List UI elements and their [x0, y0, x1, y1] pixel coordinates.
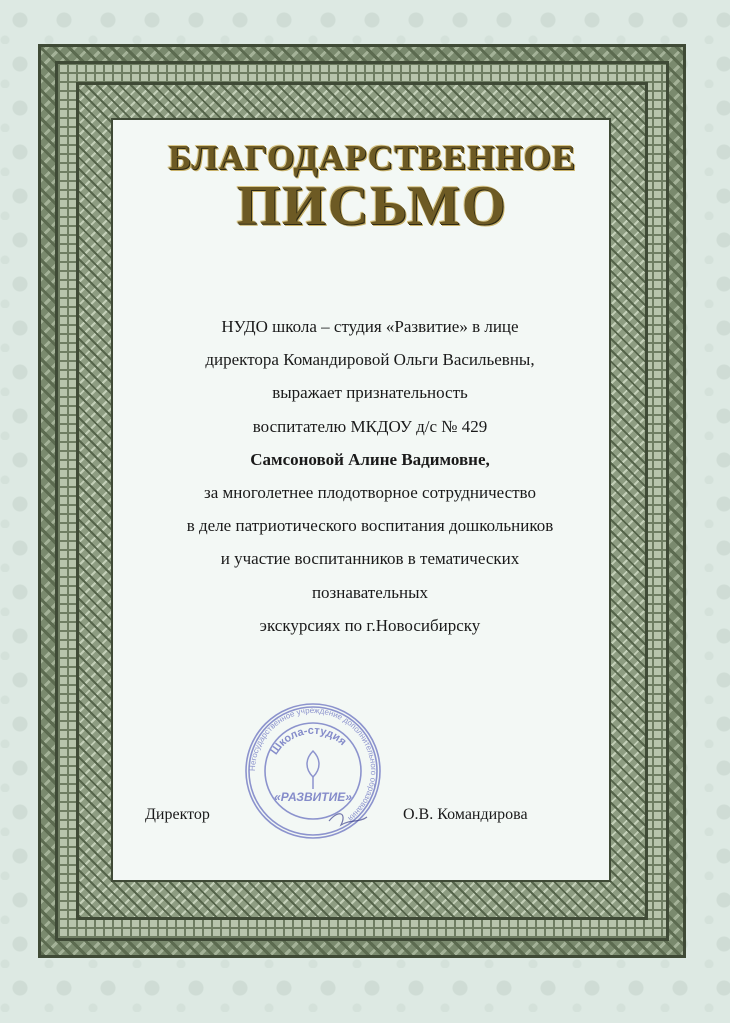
letter-body: [130, 310, 610, 642]
seal-inner-text: Школа-студия: [268, 724, 349, 758]
title-line-1: БЛАГОДАРСТВЕННОЕ: [168, 138, 576, 177]
recipient-name: Самсоновой Алине Вадимовне,: [250, 449, 490, 469]
body-line: воспитателю МКДОУ д/с № 429: [252, 416, 488, 436]
body-line: за многолетнее плодотворное сотрудничество: [204, 483, 536, 503]
body-line: экскурсиях по г.Новосибирску: [259, 615, 481, 635]
seal-ring-text: Негосударственное учреждение дополнительного образования: [247, 705, 379, 824]
body-line: и участие воспитанников в тематических: [220, 549, 520, 569]
signatory-role: Директор: [145, 806, 210, 823]
body-line: НУДО школа – студия «Развитие» в лице: [221, 317, 519, 336]
body-line: директора Командировой Ольги Васильевны,: [205, 350, 535, 370]
title-line-2: ПИСЬМО: [236, 175, 508, 237]
seal-center-text: «РАЗВИТИЕ»: [274, 790, 352, 804]
body-line: выражает признательность: [272, 383, 468, 403]
body-line: познавательных: [311, 582, 429, 602]
signatory-name: О.В. Командирова: [403, 806, 528, 823]
body-line: в деле патриотического воспитания дошкольников: [186, 516, 554, 536]
school-seal-stamp: [243, 701, 383, 841]
